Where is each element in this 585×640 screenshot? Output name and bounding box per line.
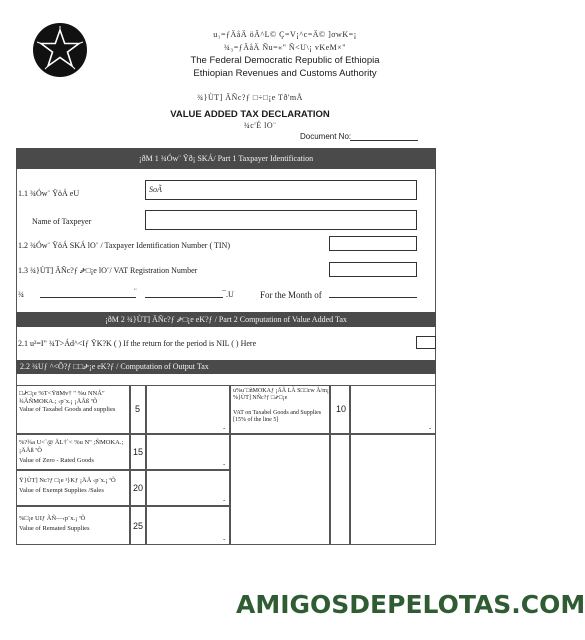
tin-field[interactable] xyxy=(329,236,417,251)
row-english-label: Value of Remated Supplies xyxy=(19,525,90,532)
line-number-cell xyxy=(130,385,146,434)
amount-field[interactable] xyxy=(146,434,230,470)
ethiopia-emblem-icon xyxy=(32,22,88,78)
row-english-label: Value of Exempt Supplies /Sales xyxy=(19,487,104,494)
part2-header: ¡ðM 2 ¾}ÙT] ÄÑc?ƒ ታ□¡e eK?ƒ / Part 2 Computation of Value Added Tax xyxy=(16,312,436,327)
table-row xyxy=(16,470,130,506)
docno-amharic: ¾c'É lO¨ xyxy=(243,121,277,130)
vat-amharic-label: u%u¨□ñMOKAƒ ¡ÄÅ LÃ S□□cw Å/m¡ %}ÙT] NÑc?ƒ □ታ□¡e xyxy=(233,388,329,401)
amount-dash: - xyxy=(223,535,226,543)
title-amharic: ¾}ÙT] ÄÑc?ƒ □÷□¡e Tð'mÅ xyxy=(197,93,303,102)
vat-amount-dash: - xyxy=(429,424,432,432)
amount-dash: - xyxy=(223,496,226,504)
table-row xyxy=(16,385,130,434)
period-separator-2: ¯.U xyxy=(222,290,234,299)
header-amharic-line-1: u₁=ƒÄåÄ öÄ^L© Ç=V¡^c=Ä© ]σwK=¡ xyxy=(213,30,357,39)
period-prefix: ¾ xyxy=(18,290,24,299)
vat-english-label: VAT on Taxabel Goods and Supplies [15% of the line 5] xyxy=(233,410,322,423)
line-number: 15 xyxy=(133,447,144,457)
period-from-field[interactable] xyxy=(40,297,136,298)
amount-field[interactable] xyxy=(146,470,230,506)
empty-cell xyxy=(230,434,330,545)
vat-amount-field[interactable] xyxy=(350,385,436,434)
vat-label-cell xyxy=(230,385,330,434)
nil-return-label: 2.1 u²=I" ¾T>Ád^<Iƒ ŸK?K ( ) If the return for the period is NIL ( ) Here xyxy=(18,339,257,348)
line-number-cell xyxy=(130,470,146,506)
table-row xyxy=(16,434,130,470)
empty-cell xyxy=(350,434,436,545)
period-separator-1: ¨ xyxy=(134,287,137,296)
row-english-label: Value of Zero - Rated Goods xyxy=(19,457,94,464)
taxpayer-name-field-2[interactable] xyxy=(145,210,417,230)
line-number: 20 xyxy=(133,483,144,493)
amount-field[interactable] xyxy=(146,506,230,545)
header-org-line-2: Ethiopian Revenues and Customs Authority xyxy=(193,68,377,79)
watermark-brand: AMIGOSDEPELOTAS.COM xyxy=(236,590,585,619)
header-org-line-1: The Federal Democratic Republic of Ethiopia xyxy=(190,55,380,66)
table-row xyxy=(16,506,130,545)
period-to-field[interactable] xyxy=(145,297,223,298)
month-label: For the Month of xyxy=(260,290,322,300)
taxpayer-name-field[interactable] xyxy=(145,180,417,200)
vat-line-number-cell xyxy=(330,385,350,434)
amount-dash: - xyxy=(223,460,226,468)
form-title: VALUE ADDED TAX DECLARATION xyxy=(170,109,330,120)
amount-field[interactable] xyxy=(146,385,230,434)
row-english-label: Value of Taxabel Goods and supplies xyxy=(19,406,116,413)
vat-registration-label: 1.3 ¾}ÙT] ÄÑc?ƒ ታ□¡e lO¨/ VAT Registration Number xyxy=(18,266,198,275)
part1-header: ¡ðM 1 ¾Ów¨ Ÿð¡ SKÁ/ Part 1 Taxpayer Identification xyxy=(16,148,436,169)
taxpayer-name-value: SoÃ xyxy=(149,185,162,194)
doc-no-field[interactable] xyxy=(350,140,418,141)
nil-return-checkbox[interactable] xyxy=(416,336,436,349)
taxpayer-name-label: Name of Taxpeyer xyxy=(32,217,92,226)
row-amharic-label: □ታ□¡e %T<Ÿ8Mv† " %u NNÅ" ¾ÃÑMOKA.; ‹p¨x.¡ ¡ÄÅß ªÕ xyxy=(19,390,105,405)
line-number: 25 xyxy=(133,521,144,531)
line-number-cell xyxy=(130,506,146,545)
output-tax-header: 2.2 ¾Uƒ ^<Õ?ƒ □□ታ¡e eK?ƒ / Computation of Output Tax xyxy=(16,360,436,374)
vat-registration-field[interactable] xyxy=(329,262,417,277)
row-amharic-label: Ÿ}ÙT] Nc?ƒ □¡e ¹}Kƒ ¡ÄÅ ‹p¨x.¡ ªÕ xyxy=(19,477,116,484)
line-number-cell xyxy=(130,434,146,470)
taxpayer-name-amharic-label: 1.1 ¾Ów¨ ŸöÁ eU xyxy=(18,189,80,198)
header-amharic-line-2: ¾₃=ƒÄåÄ Ñu=«" Ñ<U\¡ vKeM×" xyxy=(223,43,347,52)
row-amharic-label: %□¡e UIƒ ÃÑ—‹p¨x.¡ ªÕ xyxy=(19,515,86,522)
doc-no-label: Document No: xyxy=(300,132,352,141)
amount-dash: - xyxy=(223,424,226,432)
line-number: 5 xyxy=(135,404,141,414)
empty-cell xyxy=(330,434,350,545)
tin-label: 1.2 ¾Ów¨ ŸöÁ SKÁ lO¨ / Taxpayer Identification Number ( TIN) xyxy=(18,241,230,250)
vat-line-number: 10 xyxy=(336,404,347,414)
month-field[interactable] xyxy=(329,297,417,298)
row-amharic-label: %?¾a U<`@ ÅL†`< %u N" ;ÑMOKA.; ¡ÄÅß ªÕ xyxy=(19,439,124,454)
